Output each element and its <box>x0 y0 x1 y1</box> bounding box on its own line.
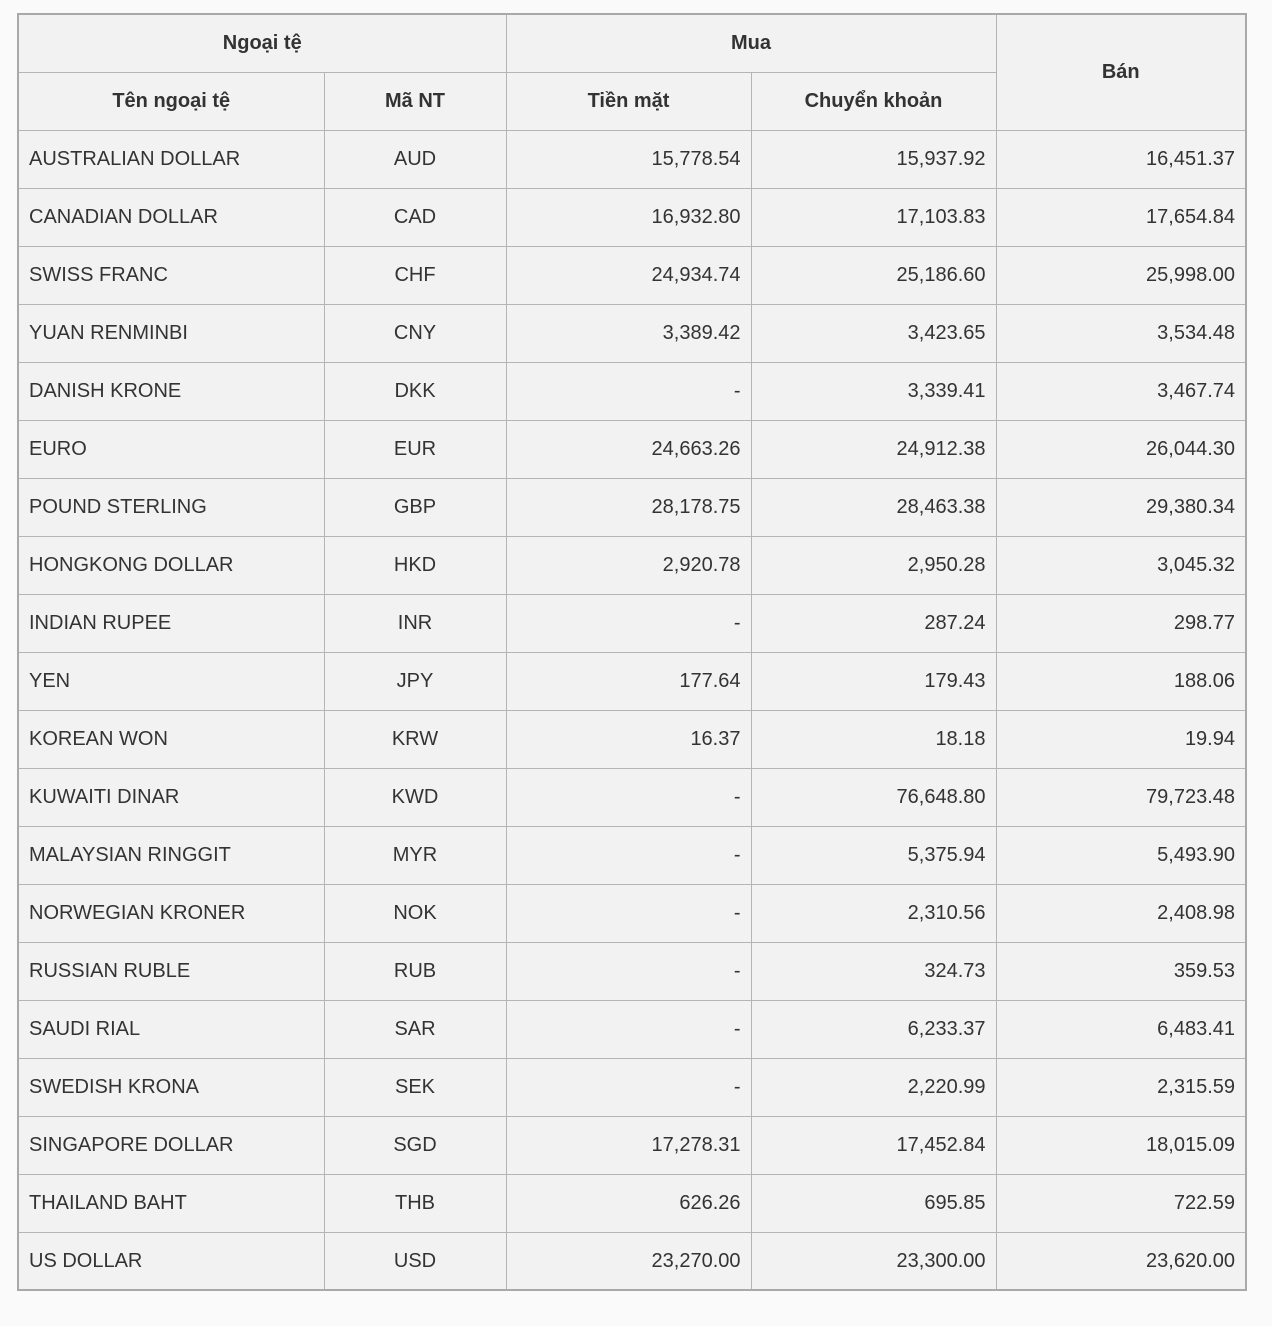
table-row <box>18 130 1246 188</box>
table-row <box>18 826 1246 884</box>
header-currency-code: Mã NT <box>324 72 506 130</box>
currency-name-cell: YEN <box>18 652 324 710</box>
table-row <box>18 710 1246 768</box>
header-cash: Tiền mặt <box>506 72 751 130</box>
currency-name-cell: SINGAPORE DOLLAR <box>18 1116 324 1174</box>
transfer-buy-cell: 28,463.38 <box>751 478 996 536</box>
transfer-buy-cell: 179.43 <box>751 652 996 710</box>
header-currency-group: Ngoại tệ <box>18 14 506 72</box>
table-row <box>18 884 1246 942</box>
currency-code-cell: NOK <box>324 884 506 942</box>
currency-code-cell: GBP <box>324 478 506 536</box>
transfer-buy-cell: 695.85 <box>751 1174 996 1232</box>
currency-name-cell: DANISH KRONE <box>18 362 324 420</box>
currency-code-cell: KWD <box>324 768 506 826</box>
sell-cell: 25,998.00 <box>996 246 1246 304</box>
header-group-row <box>18 14 1246 72</box>
sell-cell: 3,045.32 <box>996 536 1246 594</box>
sell-cell: 26,044.30 <box>996 420 1246 478</box>
table-row <box>18 536 1246 594</box>
transfer-buy-cell: 3,423.65 <box>751 304 996 362</box>
currency-code-cell: CHF <box>324 246 506 304</box>
currency-code-cell: CAD <box>324 188 506 246</box>
sell-cell: 3,534.48 <box>996 304 1246 362</box>
transfer-buy-cell: 2,310.56 <box>751 884 996 942</box>
sell-cell: 79,723.48 <box>996 768 1246 826</box>
transfer-buy-cell: 76,648.80 <box>751 768 996 826</box>
cash-buy-cell: - <box>506 1058 751 1116</box>
currency-name-cell: NORWEGIAN KRONER <box>18 884 324 942</box>
transfer-buy-cell: 324.73 <box>751 942 996 1000</box>
cash-buy-cell: - <box>506 362 751 420</box>
transfer-buy-cell: 17,452.84 <box>751 1116 996 1174</box>
table-row <box>18 304 1246 362</box>
currency-code-cell: SGD <box>324 1116 506 1174</box>
currency-code-cell: INR <box>324 594 506 652</box>
cash-buy-cell: 24,934.74 <box>506 246 751 304</box>
transfer-buy-cell: 15,937.92 <box>751 130 996 188</box>
transfer-buy-cell: 24,912.38 <box>751 420 996 478</box>
currency-code-cell: AUD <box>324 130 506 188</box>
header-buy-group: Mua <box>506 14 996 72</box>
cash-buy-cell: 2,920.78 <box>506 536 751 594</box>
transfer-buy-cell: 5,375.94 <box>751 826 996 884</box>
sell-cell: 16,451.37 <box>996 130 1246 188</box>
table-row <box>18 246 1246 304</box>
currency-name-cell: AUSTRALIAN DOLLAR <box>18 130 324 188</box>
cash-buy-cell: 17,278.31 <box>506 1116 751 1174</box>
sell-cell: 23,620.00 <box>996 1232 1246 1290</box>
table-row <box>18 188 1246 246</box>
cash-buy-cell: 15,778.54 <box>506 130 751 188</box>
currency-name-cell: YUAN RENMINBI <box>18 304 324 362</box>
table-row <box>18 362 1246 420</box>
currency-code-cell: SEK <box>324 1058 506 1116</box>
table-row <box>18 1058 1246 1116</box>
sell-cell: 2,315.59 <box>996 1058 1246 1116</box>
table-row <box>18 1174 1246 1232</box>
sell-cell: 19.94 <box>996 710 1246 768</box>
currency-name-cell: SWEDISH KRONA <box>18 1058 324 1116</box>
currency-name-cell: HONGKONG DOLLAR <box>18 536 324 594</box>
currency-name-cell: KUWAITI DINAR <box>18 768 324 826</box>
currency-name-cell: KOREAN WON <box>18 710 324 768</box>
table-row <box>18 478 1246 536</box>
sell-cell: 2,408.98 <box>996 884 1246 942</box>
transfer-buy-cell: 2,220.99 <box>751 1058 996 1116</box>
transfer-buy-cell: 23,300.00 <box>751 1232 996 1290</box>
cash-buy-cell: 23,270.00 <box>506 1232 751 1290</box>
currency-name-cell: INDIAN RUPEE <box>18 594 324 652</box>
exchange-rate-table-body <box>18 130 1246 1290</box>
cash-buy-cell: - <box>506 594 751 652</box>
sell-cell: 359.53 <box>996 942 1246 1000</box>
table-row <box>18 1116 1246 1174</box>
sell-cell: 722.59 <box>996 1174 1246 1232</box>
cash-buy-cell: 28,178.75 <box>506 478 751 536</box>
cash-buy-cell: 177.64 <box>506 652 751 710</box>
currency-code-cell: EUR <box>324 420 506 478</box>
table-row <box>18 594 1246 652</box>
sell-cell: 5,493.90 <box>996 826 1246 884</box>
transfer-buy-cell: 17,103.83 <box>751 188 996 246</box>
sell-cell: 18,015.09 <box>996 1116 1246 1174</box>
currency-name-cell: THAILAND BAHT <box>18 1174 324 1232</box>
currency-name-cell: POUND STERLING <box>18 478 324 536</box>
sell-cell: 188.06 <box>996 652 1246 710</box>
sell-cell: 29,380.34 <box>996 478 1246 536</box>
currency-name-cell: MALAYSIAN RINGGIT <box>18 826 324 884</box>
currency-name-cell: SWISS FRANC <box>18 246 324 304</box>
cash-buy-cell: - <box>506 1000 751 1058</box>
currency-code-cell: DKK <box>324 362 506 420</box>
cash-buy-cell: - <box>506 942 751 1000</box>
currency-code-cell: USD <box>324 1232 506 1290</box>
cash-buy-cell: 16.37 <box>506 710 751 768</box>
table-row <box>18 1000 1246 1058</box>
table-row <box>18 420 1246 478</box>
currency-code-cell: KRW <box>324 710 506 768</box>
currency-name-cell: SAUDI RIAL <box>18 1000 324 1058</box>
header-transfer: Chuyển khoản <box>751 72 996 130</box>
transfer-buy-cell: 287.24 <box>751 594 996 652</box>
cash-buy-cell: - <box>506 826 751 884</box>
table-row <box>18 942 1246 1000</box>
currency-code-cell: MYR <box>324 826 506 884</box>
currency-code-cell: SAR <box>324 1000 506 1058</box>
cash-buy-cell: 626.26 <box>506 1174 751 1232</box>
currency-code-cell: JPY <box>324 652 506 710</box>
currency-code-cell: CNY <box>324 304 506 362</box>
table-row <box>18 768 1246 826</box>
transfer-buy-cell: 2,950.28 <box>751 536 996 594</box>
transfer-buy-cell: 3,339.41 <box>751 362 996 420</box>
sell-cell: 6,483.41 <box>996 1000 1246 1058</box>
cash-buy-cell: - <box>506 768 751 826</box>
cash-buy-cell: 16,932.80 <box>506 188 751 246</box>
currency-name-cell: CANADIAN DOLLAR <box>18 188 324 246</box>
exchange-rate-table <box>17 13 1247 1291</box>
header-currency-name: Tên ngoại tệ <box>18 72 324 130</box>
cash-buy-cell: - <box>506 884 751 942</box>
table-row <box>18 652 1246 710</box>
sell-cell: 17,654.84 <box>996 188 1246 246</box>
currency-code-cell: THB <box>324 1174 506 1232</box>
cash-buy-cell: 24,663.26 <box>506 420 751 478</box>
transfer-buy-cell: 18.18 <box>751 710 996 768</box>
transfer-buy-cell: 6,233.37 <box>751 1000 996 1058</box>
sell-cell: 3,467.74 <box>996 362 1246 420</box>
table-row <box>18 1232 1246 1290</box>
transfer-buy-cell: 25,186.60 <box>751 246 996 304</box>
currency-name-cell: US DOLLAR <box>18 1232 324 1290</box>
currency-name-cell: EURO <box>18 420 324 478</box>
currency-code-cell: HKD <box>324 536 506 594</box>
exchange-rate-table-header <box>18 14 1246 130</box>
currency-code-cell: RUB <box>324 942 506 1000</box>
header-sell: Bán <box>996 14 1246 130</box>
cash-buy-cell: 3,389.42 <box>506 304 751 362</box>
currency-name-cell: RUSSIAN RUBLE <box>18 942 324 1000</box>
sell-cell: 298.77 <box>996 594 1246 652</box>
